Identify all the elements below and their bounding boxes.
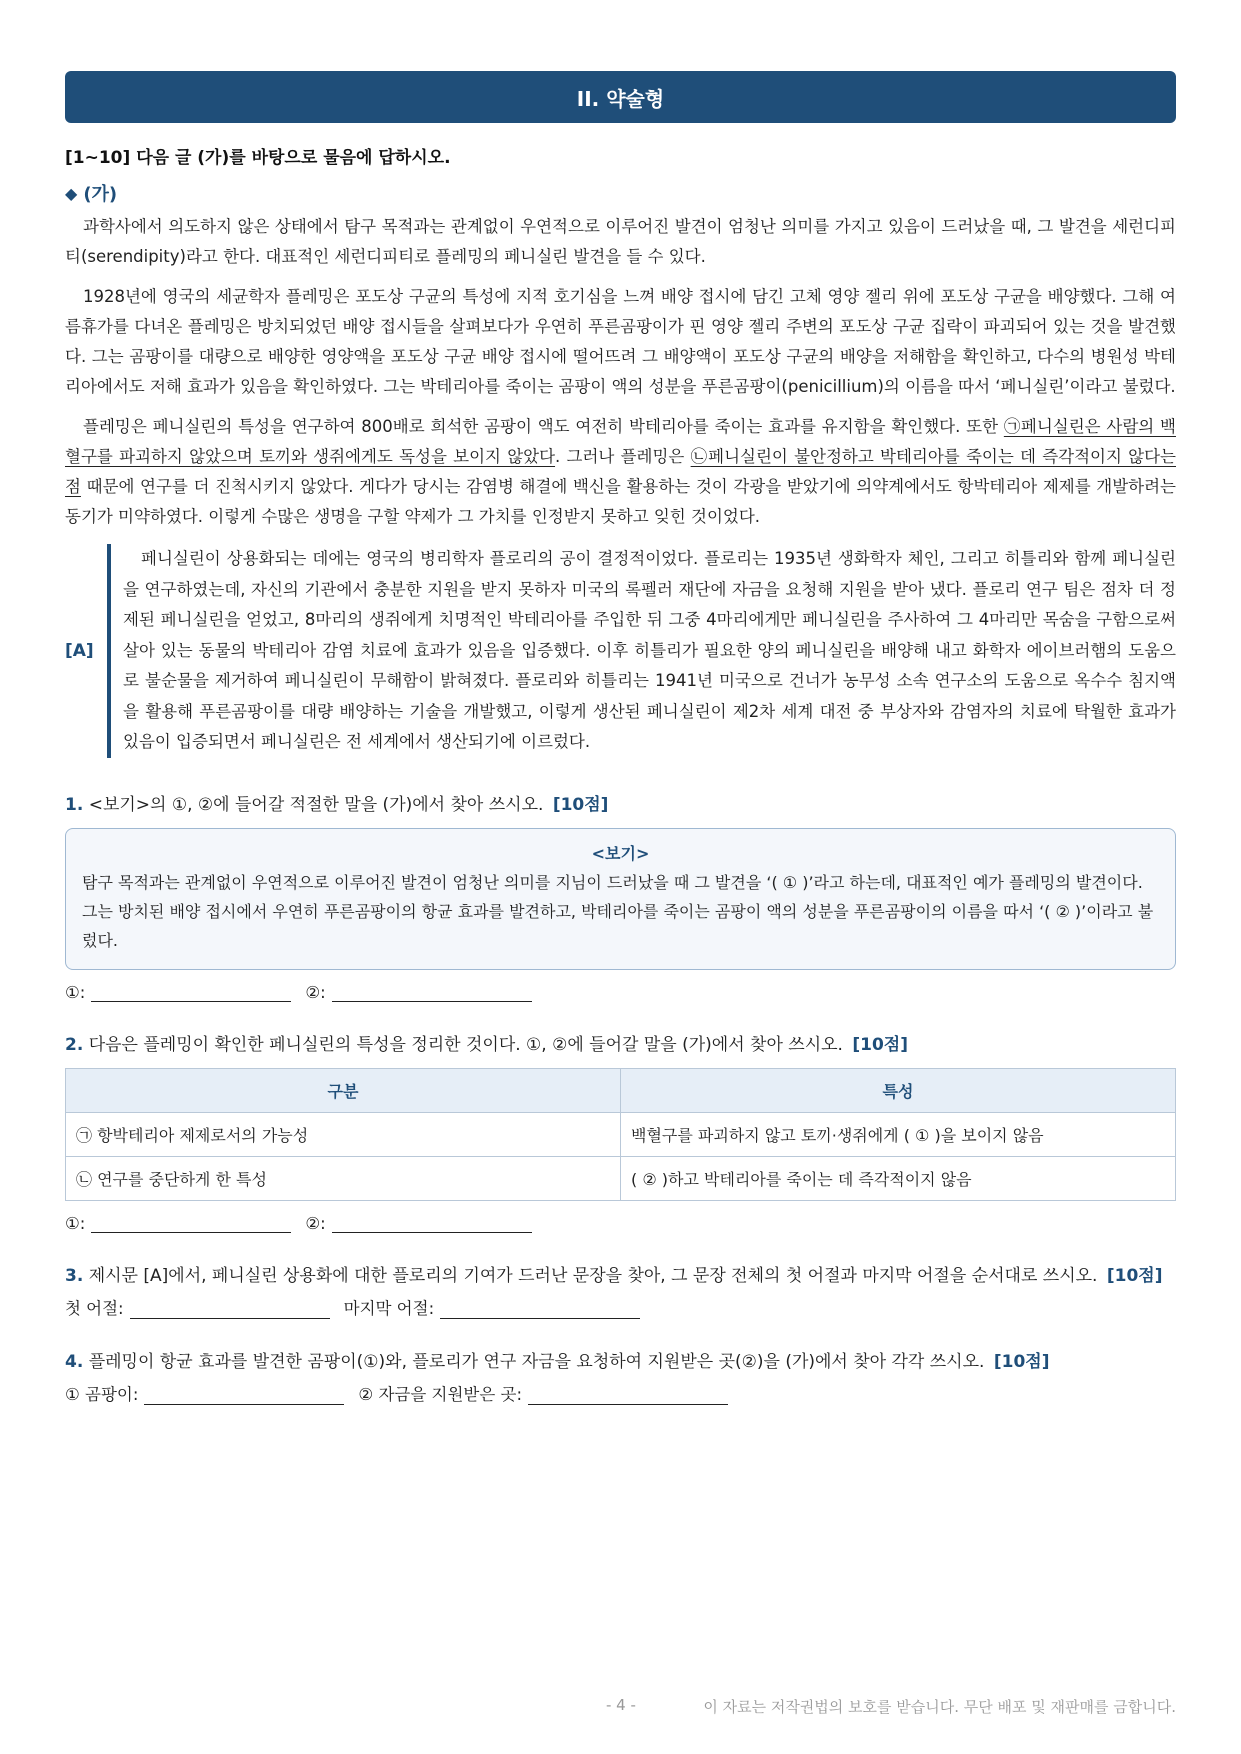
question-2 bbox=[65, 1032, 1176, 1058]
answer-label: 마지막 어절: bbox=[343, 1298, 435, 1318]
passage-paragraph-3 bbox=[65, 412, 1176, 532]
answer-label: ①: bbox=[65, 982, 86, 1002]
bogi-title: <보기> bbox=[591, 843, 650, 863]
passage-paragraph-2: 1928년에 영국의 세균학자 플레밍은 포도상 구균의 특성에 지적 호기심을 느껴 배양 접시에 담긴 고체 영양 젤리 위에 포도상 구균을 배양했다. 그해 여름휴가를 다녀온 플레밍은 방치되었던 배양 접시들을 살펴보다가 우연히 푸른곰팡이가 핀 영양 젤리 주변의 포도상 구균 집락이 파괴되어 있는 것을 발견했다. 그는 곰팡이를 대량으로 배양한 영양액을 포도상 구균 배양 접시에 떨어뜨려 그 배양액이 포도상 구균의 배양을 저해함을 확인하고, 다수의 병원성 박테리아에서도 저해 효과가 있음을 확인하였다. 그는 박테리아를 죽이는 곰팡이 액의 성분을 푸른곰팡이(penicillium)의 이름을 따서 ‘페니실린’이라고 불렀다. bbox=[65, 287, 1176, 396]
answer-blank-1[interactable] bbox=[91, 1213, 291, 1233]
passage-a-label: [A] bbox=[65, 640, 94, 661]
paragraph-3-part-a: 플레밍은 페니실린의 특성을 연구하여 800배로 희석한 곰팡이 액도 여전히 박테리아를 죽이는 효과를 유지함을 확인했다. 또한 bbox=[83, 417, 1004, 436]
table-cell: ( ② )하고 박테리아를 죽이는 데 즉각적이지 않음 bbox=[621, 1156, 1176, 1200]
paragraph-3-part-c: 때문에 연구를 더 진척시키지 않았다. 게다가 당시는 감염병 해결에 백신을 활용하는 것이 각광을 받았기에 의약계에서도 항박테리아 제제를 개발하려는 동기가 미약하였다. 이렇게 수많은 생명을 구할 약제가 그 가치를 인정받지 못하고 잊힌 것이었다. bbox=[65, 477, 1176, 526]
passage-heading bbox=[65, 180, 1176, 206]
question-3 bbox=[65, 1263, 1176, 1289]
question-text: 플레밍이 항균 효과를 발견한 곰팡이(①)와, 플로리가 연구 자금을 요청하여 지원받은 곳(②)을 (가)에서 찾아 각각 쓰시오. bbox=[88, 1351, 985, 1372]
question-text: <보기>의 ①, ②에 들어갈 적절한 말을 (가)에서 찾아 쓰시오. bbox=[88, 794, 544, 815]
table-cell: ㉡ 연구를 중단하게 한 특성 bbox=[66, 1156, 621, 1200]
question-text: 제시문 [A]에서, 페니실린 상용화에 대한 플로리의 기여가 드러난 문장을 찾아, 그 문장 전체의 첫 어절과 마지막 어절을 순서대로 쓰시오. bbox=[88, 1265, 1098, 1286]
question-4 bbox=[65, 1349, 1176, 1375]
answer-label: ②: bbox=[305, 982, 326, 1002]
question-number: 2. bbox=[65, 1034, 84, 1055]
answer-label: ②: bbox=[305, 1213, 326, 1233]
bogi-box bbox=[65, 828, 1176, 970]
question-points: [10점] bbox=[993, 1351, 1050, 1372]
answer-blank-2[interactable] bbox=[332, 982, 532, 1002]
underline-giyeok: ㉠페니실린은 사람의 백혈구를 파괴하지 않았으며 토끼와 생쥐에게도 독성을 보이지 않았다 bbox=[65, 417, 1176, 466]
copyright-notice: 이 자료는 저작권법의 보호를 받습니다. 무단 배포 및 재판매를 금합니다. bbox=[703, 1698, 1176, 1716]
answer-label: ② 자금을 지원받은 곳: bbox=[358, 1384, 523, 1404]
page-number: - 4 - bbox=[606, 1696, 636, 1714]
answer-label: 첫 어절: bbox=[65, 1298, 124, 1318]
question-points: [10점] bbox=[552, 794, 609, 815]
answer-label: ①: bbox=[65, 1213, 86, 1233]
passage-a-block bbox=[65, 544, 1176, 758]
instruction-text: [1~10] 다음 글 (가)를 바탕으로 물음에 답하시오. bbox=[65, 148, 451, 168]
q4-answer-row bbox=[65, 1381, 1176, 1405]
q1-answer-row bbox=[65, 982, 1176, 1002]
question-number: 3. bbox=[65, 1265, 84, 1286]
table-cell: 백혈구를 파괴하지 않고 토끼·생쥐에게 ( ① )을 보이지 않음 bbox=[621, 1112, 1176, 1156]
passage-a-text: 페니실린이 상용화되는 데에는 영국의 병리학자 플로리의 공이 결정적이었다. 플로리는 1935년 생화학자 체인, 그리고 히틀리와 함께 페니실린을 연구하였는데, 자신의 기관에서 충분한 지원을 받지 못하자 미국의 록펠러 재단에 자금을 요청해 지원을 받아 냈다. 플로리 연구 팀은 점차 더 정제된 페니실린을 얻었고, 8마리의 생쥐에게 치명적인 박테리아를 주입한 뒤 그중 4마리에게만 페니실린을 주사하여 그 4마리만 목숨을 구함으로써 살아 있는 동물의 박테리아 감염 치료에 효과가 있음을 입증했다. 이후 히틀리가 필요한 양의 페니실린을 배양해 내고 화학자 에이브러햄의 도움으로 불순물을 제거하여 페니실린이 무해함이 밝혀졌다. 플로리와 히틀리는 1941년 미국으로 건너가 농무성 소속 연구소의 도움으로 옥수수 침지액을 활용해 푸른곰팡이를 대량 배양하는 기술을 개발했고, 이렇게 생산된 페니실린이 제2차 세계 대전 중 부상자와 감염자의 치료에 탁월한 효과가 있음이 입증되면서 페니실린은 전 세계에서 생산되기에 이르렀다. bbox=[107, 544, 1176, 758]
answer-blank-1[interactable] bbox=[130, 1299, 330, 1319]
section-title: II. 약술형 bbox=[576, 86, 665, 111]
table-header-row bbox=[66, 1068, 1176, 1112]
answer-blank-1[interactable] bbox=[144, 1385, 344, 1405]
passage-label: (가) bbox=[83, 184, 118, 205]
q3-answer-row bbox=[65, 1295, 1176, 1319]
passage-paragraph-1: 과학사에서 의도하지 않은 상태에서 탐구 목적과는 관계없이 우연적으로 이루어진 발견이 엄청난 의미를 가지고 있음이 드러났을 때, 그 발견을 세런디피티(serendipity)라고 한다. 대표적인 세런디피티로 플레밍의 페니실린 발견을 들 수 있다. bbox=[65, 217, 1176, 266]
answer-blank-2[interactable] bbox=[440, 1299, 640, 1319]
question-points: [10점] bbox=[852, 1034, 908, 1055]
question-text: 다음은 플레밍이 확인한 페니실린의 특성을 정리한 것이다. ①, ②에 들어갈 말을 (가)에서 찾아 쓰시오. bbox=[88, 1034, 843, 1055]
answer-blank-1[interactable] bbox=[91, 982, 291, 1002]
diamond-icon: ◆ bbox=[65, 183, 78, 203]
answer-blank-2[interactable] bbox=[332, 1213, 532, 1233]
table-row bbox=[66, 1112, 1176, 1156]
q2-answer-row bbox=[65, 1213, 1176, 1233]
table-row bbox=[66, 1156, 1176, 1200]
answer-label: ① 곰팡이: bbox=[65, 1384, 139, 1404]
section-title-bar bbox=[65, 71, 1176, 123]
bogi-text: 탐구 목적과는 관계없이 우연적으로 이루어진 발견이 엄청난 의미를 지님이 드러났을 때 그 발견을 ‘( ① )’라고 하는데, 대표적인 예가 플레밍의 발견이다. 그는 방치된 배양 접시에서 우연히 푸른곰팡이의 항균 효과를 발견하고, 박테리아를 죽이는 곰팡이 액의 성분을 푸른곰팡이의 이름을 따서 ‘( ② )’이라고 불렀다. bbox=[82, 872, 1154, 950]
question-number: 1. bbox=[65, 794, 84, 815]
question-number: 4. bbox=[65, 1351, 84, 1372]
q2-table bbox=[65, 1068, 1176, 1201]
answer-blank-2[interactable] bbox=[528, 1385, 728, 1405]
table-header: 구분 bbox=[66, 1068, 621, 1112]
document-page bbox=[65, 71, 1176, 1405]
underline-nieun: ㉡페니실린이 불안정하고 박테리아를 죽이는 데 즉각적이지 않다는 점 bbox=[65, 447, 1176, 496]
table-header: 특성 bbox=[621, 1068, 1176, 1112]
paragraph-3-part-b: . 그러나 플레밍은 bbox=[555, 447, 691, 466]
question-1 bbox=[65, 792, 1176, 818]
question-points: [10점] bbox=[1106, 1265, 1163, 1286]
table-cell: ㉠ 항박테리아 제제로서의 가능성 bbox=[66, 1112, 621, 1156]
